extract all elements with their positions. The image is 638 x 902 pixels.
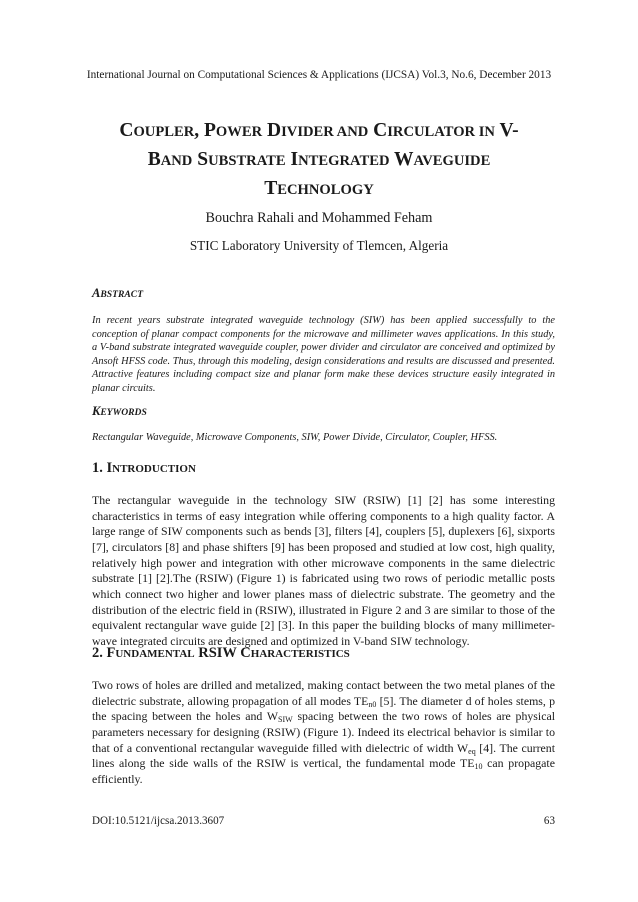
- abstract-text: In recent years substrate integrated waveguide technology (SIW) has been applied successfully to the conception of planar compact components for the microwave and millimeter waves applications. In this study, a V-band substrate integrated waveguide coupler, power divider and circulator are conceived and optimized by Ansoft HFSS code. Thus, through this modeling, design considerations and results are discussed and presented. Attractive features including compact size and planar form make these devices structure easily integrated in planar circuits.: [92, 315, 555, 394]
- authors: Bouchra Rahali and Mohammed Feham: [205, 210, 433, 226]
- running-head: International Journal on Computational Sciences & Applications (IJCSA) Vol.3, No.6, December 2013: [86, 69, 552, 81]
- affiliation: STIC Laboratory University of Tlemcen, Algeria: [189, 238, 449, 253]
- abstract-heading: ABSTRACT: [92, 286, 144, 300]
- keywords-text: Rectangular Waveguide, Microwave Components, SIW, Power Divide, Circulator, Coupler, HFSS.: [92, 432, 498, 443]
- keywords-heading: KEYWORDS: [92, 404, 147, 418]
- section-1-heading: 1. INTRODUCTION: [92, 460, 196, 476]
- section-2-heading: 2. FUNDAMENTAL RSIW CHARACTERISTICS: [92, 645, 350, 661]
- page-number: 63: [543, 815, 555, 827]
- section-1-text: The rectangular waveguide in the technology SIW (RSIW) [1] [2] has some interesting characteristics in terms of easy integration while offering components to a high quality factor. A large range of SIW components such as bends [3], filters [4], couplers [5], duplexers [6], sixports [7], circulators [8] and phase shifters [9] has been proposed and studied at low cost, high quality, relatively high power and integration with other microwave components in the same dielectric substrate [1] [2].The (RSIW) (Figure 1) is fabricated using two rows of periodic metallic posts which connect two higher and lower planes mass of dielectric substrate. The geometry and the distribution of the electric field in (RSIW), illustrated in Figure 2 and 3 are similar to those of the equivalent rectangular wave guide [2] [3]. In this paper the building blocks of many millimeter-wave integrated circuits are designed and optimized in V-band SIW technology.: [92, 493, 555, 648]
- section-2-text: Two rows of holes are drilled and metalized, making contact between the two metal planes of the dielectric substrate, allowing propagation of all modes $TE_{n0}$ [5]. The diameter d of holes stems, p the spacing between the holes and $W_{SIW}$ spacing between the two rows of holes are physical parameters necessary for designing (RSIW) (Figure 1). Indeed its electrical behavior is similar to that of a conventional rectangular waveguide filled with dielectric of width $W_{eq}$ [4]. The current lines along the side walls of the RSIW is vertical, the fundamental mode $TE_{10}$ can propagate efficiently.: [92, 678, 556, 786]
- paper-title: COUPLER, POWER DIVIDER AND CIRCULATOR IN V- BAND SUBSTRATE INTEGRATED WAVEGUIDE TECHNOLOGY: [119, 120, 519, 199]
- doi-footer: DOI:10.5121/ijcsa.2013.3607: [92, 815, 225, 827]
